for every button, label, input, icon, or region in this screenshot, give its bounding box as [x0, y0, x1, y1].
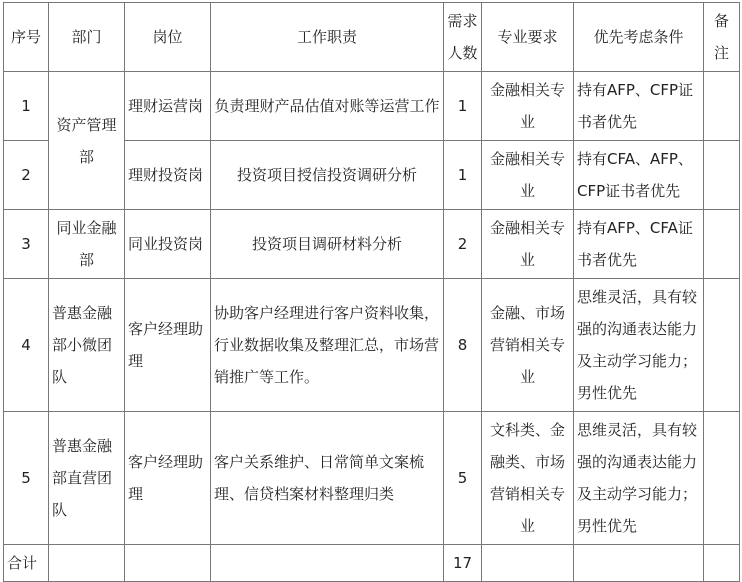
header-post: 岗位 — [125, 3, 211, 72]
cell-post: 客户经理助理 — [125, 279, 211, 412]
cell-seq: 2 — [4, 141, 49, 210]
cell-count: 1 — [444, 72, 482, 141]
cell-duty: 负责理财产品估值对账等运营工作 — [211, 72, 444, 141]
table-row — [4, 412, 740, 545]
cell-count: 8 — [444, 279, 482, 412]
cell-remark — [704, 210, 740, 279]
cell-remark — [704, 412, 740, 545]
cell-pref: 思维灵活，具有较强的沟通表达能力及主动学习能力；男性优先 — [574, 412, 704, 545]
cell-major: 金融相关专业 — [482, 141, 574, 210]
cell-dept: 资产管理部 — [49, 72, 125, 210]
cell-post: 客户经理助理 — [125, 412, 211, 545]
total-label: 合计 — [4, 545, 49, 582]
cell-dept: 普惠金融部小微团队 — [49, 279, 125, 412]
cell-count: 2 — [444, 210, 482, 279]
header-duty: 工作职责 — [211, 3, 444, 72]
cell-pref: 持有AFP、CFA证书者优先 — [574, 210, 704, 279]
cell-empty — [211, 545, 444, 582]
header-pref: 优先考虑条件 — [574, 3, 704, 72]
cell-empty — [574, 545, 704, 582]
header-count: 需求人数 — [444, 3, 482, 72]
cell-duty: 客户关系维护、日常简单文案梳理、信贷档案材料整理归类 — [211, 412, 444, 545]
cell-seq: 1 — [4, 72, 49, 141]
header-row — [4, 3, 740, 72]
cell-seq: 4 — [4, 279, 49, 412]
cell-pref: 思维灵活，具有较强的沟通表达能力及主动学习能力；男性优先 — [574, 279, 704, 412]
header-seq: 序号 — [4, 3, 49, 72]
cell-major: 文科类、金融类、市场营销相关专业 — [482, 412, 574, 545]
cell-count: 1 — [444, 141, 482, 210]
cell-remark — [704, 72, 740, 141]
cell-seq: 3 — [4, 210, 49, 279]
cell-duty: 协助客户经理进行客户资料收集，行业数据收集及整理汇总，市场营销推广等工作。 — [211, 279, 444, 412]
cell-pref: 持有AFP、CFP证书者优先 — [574, 72, 704, 141]
header-dept: 部门 — [49, 3, 125, 72]
table-row — [4, 72, 740, 141]
cell-seq: 5 — [4, 412, 49, 545]
cell-major: 金融、市场营销相关专业 — [482, 279, 574, 412]
total-count: 17 — [444, 545, 482, 582]
cell-dept: 普惠金融部直营团队 — [49, 412, 125, 545]
total-row — [4, 545, 740, 582]
cell-duty: 投资项目授信投资调研分析 — [211, 141, 444, 210]
cell-empty — [704, 545, 740, 582]
table-row — [4, 210, 740, 279]
cell-dept: 同业金融部 — [49, 210, 125, 279]
header-remark: 备注 — [704, 3, 740, 72]
cell-pref: 持有CFA、AFP、CFP证书者优先 — [574, 141, 704, 210]
cell-count: 5 — [444, 412, 482, 545]
cell-post: 同业投资岗 — [125, 210, 211, 279]
table-row — [4, 279, 740, 412]
header-major: 专业要求 — [482, 3, 574, 72]
cell-remark — [704, 279, 740, 412]
cell-remark — [704, 141, 740, 210]
cell-empty — [125, 545, 211, 582]
cell-post: 理财投资岗 — [125, 141, 211, 210]
cell-empty — [49, 545, 125, 582]
cell-major: 金融相关专业 — [482, 210, 574, 279]
cell-empty — [482, 545, 574, 582]
cell-major: 金融相关专业 — [482, 72, 574, 141]
cell-duty: 投资项目调研材料分析 — [211, 210, 444, 279]
recruitment-table — [3, 2, 740, 582]
cell-post: 理财运营岗 — [125, 72, 211, 141]
